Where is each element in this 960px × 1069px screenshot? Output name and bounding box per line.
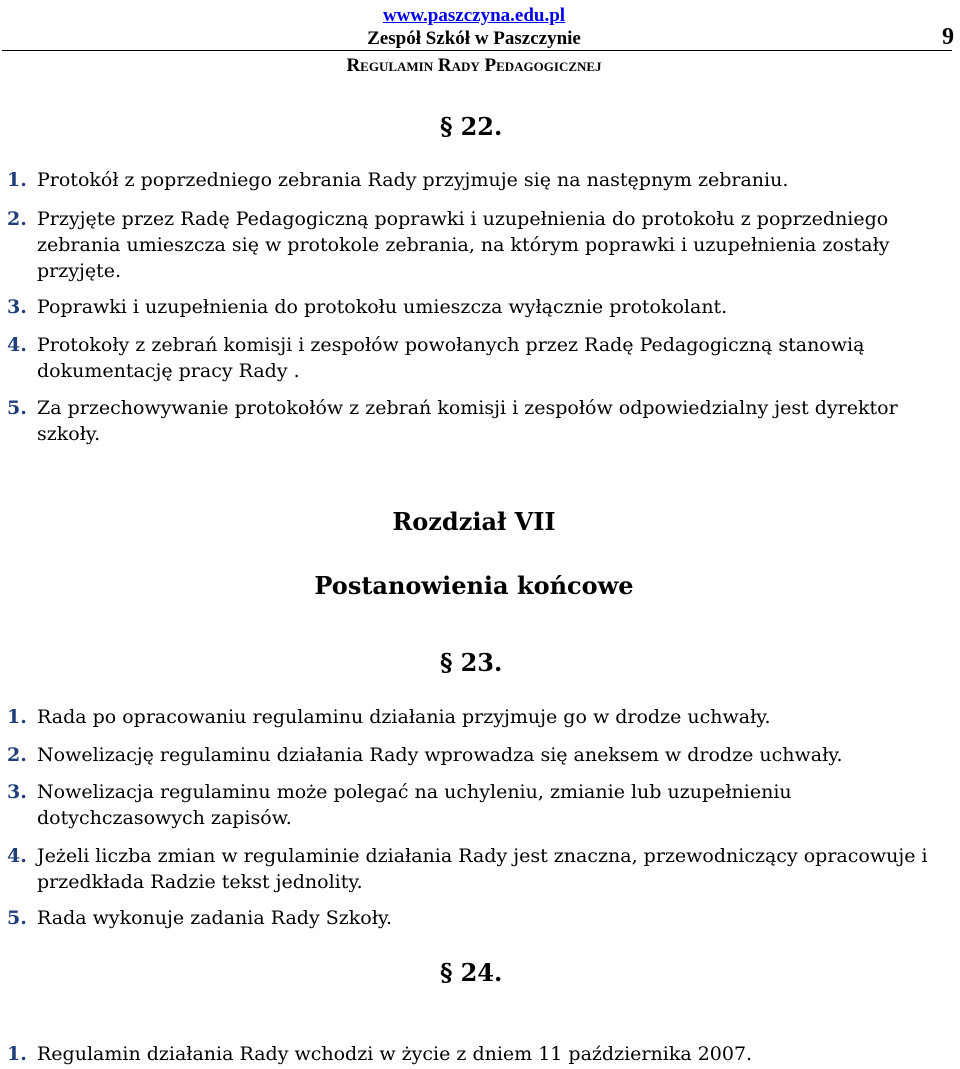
list-item: [7, 843, 947, 895]
list-item: [7, 332, 947, 384]
list-item-text: Regulamin działania Rady wchodzi w życie z dniem 11 października 2007.: [37, 1043, 753, 1065]
section-heading-22: [440, 112, 502, 141]
list-item-number: 2.: [7, 208, 27, 230]
chapter-subtitle: Postanowienia końcowe: [314, 571, 634, 600]
list-item: [7, 779, 947, 831]
page-number: 9: [942, 24, 954, 50]
list-item-text: Nowelizacja regulaminu może polegać na uchyleniu, zmianie lub uzupełnieniu dotychczasowych zapisów.: [37, 781, 792, 829]
list-item: [7, 294, 947, 320]
list-item-number: 5.: [7, 397, 27, 419]
section-heading-24: [440, 958, 502, 987]
chapter-title: Rozdział VII: [392, 507, 556, 536]
header-divider: [2, 50, 952, 51]
list-item-text: Protokoły z zebrań komisji i zespołów powołanych przez Radę Pedagogiczną stanowią dokumentację pracy Rady .: [37, 334, 865, 382]
list-item-text: Poprawki i uzupełnienia do protokołu umieszcza wyłącznie protokolant.: [37, 296, 728, 318]
section-mark: §: [440, 958, 453, 987]
list-item-number: 2.: [7, 744, 27, 766]
list-item-number: 3.: [7, 296, 27, 318]
list-item: [7, 1041, 947, 1067]
list-item-number: 3.: [7, 781, 27, 803]
list-item-number: 1.: [7, 169, 27, 191]
list-item-number: 5.: [7, 907, 27, 929]
header-school-name: Zespół Szkół w Paszczynie: [367, 28, 581, 49]
list-item-number: 4.: [7, 845, 27, 867]
section-number: 24.: [460, 958, 503, 987]
list-item-text: Przyjęte przez Radę Pedagogiczną poprawki i uzupełnienia do protokołu z poprzedniego zebrania umieszcza się w protokole zebrania, na którym poprawki i uzupełnienia zostały przyjęte.: [37, 208, 890, 282]
list-item-number: 1.: [7, 1043, 27, 1065]
list-item-text: Jeżeli liczba zmian w regulaminie działania Rady jest znaczna, przewodniczący opracowuje i przedkłada Radzie tekst jednolity.: [37, 845, 928, 893]
section-mark: §: [440, 112, 453, 141]
list-item-number: 1.: [7, 706, 27, 728]
header-document-title: Regulamin Rady Pedagogicznej: [346, 55, 602, 76]
section-heading-23: [440, 648, 502, 677]
list-item-text: Za przechowywanie protokołów z zebrań komisji i zespołów odpowiedzialny jest dyrektor szkoły.: [37, 397, 898, 445]
list-item: [7, 395, 947, 447]
list-item-text: Rada wykonuje zadania Rady Szkoły.: [37, 907, 393, 929]
list-item-text: Nowelizację regulaminu działania Rady wprowadza się aneksem w drodze uchwały.: [37, 744, 843, 766]
section-number: 23.: [460, 648, 503, 677]
list-item: [7, 742, 947, 768]
list-item: [7, 905, 947, 931]
list-item-text: Protokół z poprzedniego zebrania Rady przyjmuje się na następnym zebraniu.: [37, 169, 789, 191]
list-item-text: Rada po opracowaniu regulaminu działania przyjmuje go w drodze uchwały.: [37, 706, 771, 728]
list-item: [7, 167, 947, 193]
list-item: [7, 704, 947, 730]
header-url-link[interactable]: www.paszczyna.edu.pl: [382, 5, 566, 26]
section-mark: §: [440, 648, 453, 677]
section-number: 22.: [460, 112, 503, 141]
list-item: [7, 206, 947, 284]
list-item-number: 4.: [7, 334, 27, 356]
